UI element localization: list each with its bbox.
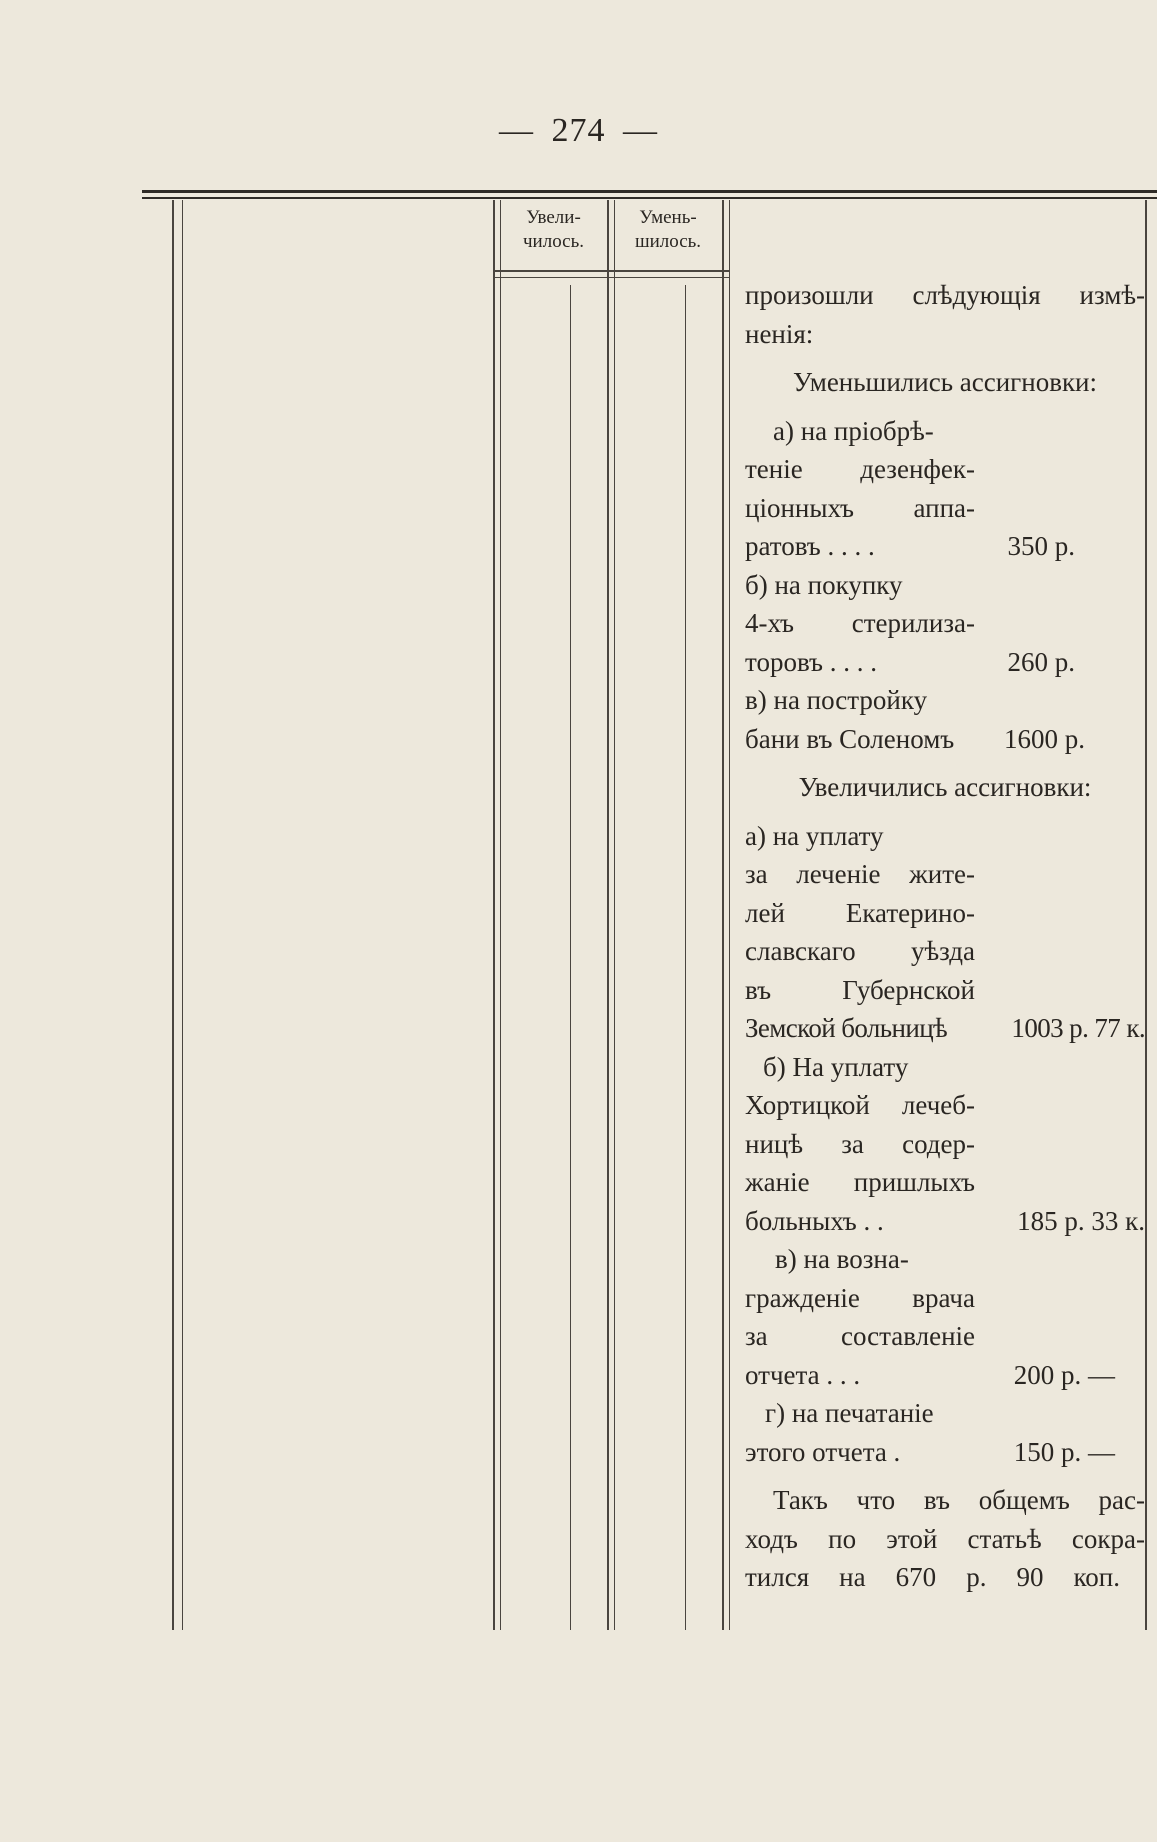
inc-b-line-4: жаніе пришлыхъ: [745, 1167, 975, 1197]
intro-line-1: произошли слѣдующія измѣ-: [745, 280, 1145, 310]
dec-a-row: ратовъ . . . . 350 р.: [745, 531, 1075, 561]
inc-d-line-1: г) на печатаніе: [765, 1398, 934, 1428]
inc-a-row: Земской больницѣ 1003 р. 77 к.: [745, 1013, 1145, 1043]
conclusion-line-3: тился на 670 р. 90 коп.: [745, 1562, 1120, 1592]
inc-d-row: этого отчета . 150 р. —: [745, 1436, 1115, 1467]
header-underline: [493, 270, 729, 272]
col-between: [607, 200, 609, 1630]
inc-c-line-2: гражденіе врача: [745, 1282, 975, 1313]
decreased-col-divider: [685, 285, 686, 1630]
inc-b-line-2: Хортицкой лечеб-: [745, 1090, 975, 1120]
inc-b-row: больныхъ . . 185 р. 33 к.: [745, 1205, 1145, 1236]
main-text-column: [745, 276, 1145, 1597]
inc-c-row: отчета . . . 200 р. —: [745, 1359, 1115, 1390]
inc-c-line-1: в) на возна-: [775, 1244, 909, 1274]
dec-b-line-1: б) на покупку: [745, 569, 903, 600]
frame-left-line-2: [182, 200, 183, 1630]
dec-a-line-1: а) на пріобрѣ-: [773, 415, 934, 446]
conclusion-line-2: ходъ по этой статьѣ сокра-: [745, 1523, 1145, 1554]
increased-heading: Увеличились ассигновки:: [798, 772, 1092, 802]
increased-column-header: Увели- чилось.: [522, 207, 585, 252]
dec-b-line-2: 4-хъ стерилиза-: [745, 608, 975, 638]
increased-col-left-2: [500, 200, 501, 1630]
dec-a-line-3: ціонныхъ аппа-: [745, 492, 975, 523]
top-rule: [142, 190, 1157, 193]
dec-c-line-1: в) на постройку: [745, 685, 928, 715]
header-underline-2: [493, 277, 729, 278]
inc-a-line-2: за леченіе жите-: [745, 859, 975, 889]
increased-col-divider: [570, 285, 571, 1630]
inc-b-line-1: б) На уплату: [763, 1051, 909, 1082]
inc-a-line-5: въ Губернской: [745, 974, 975, 1005]
inc-a-line-3: лей Екатерино-: [745, 897, 975, 928]
inc-c-line-3: за составленіе: [745, 1321, 975, 1351]
page-number: — 274 —: [499, 112, 658, 149]
increased-col-left: [493, 200, 495, 1630]
frame-right-line: [1145, 200, 1147, 1630]
decreased-heading: Уменьшились ассигновки:: [792, 367, 1098, 397]
dec-c-row: бани въ Соленомъ 1600 р.: [745, 723, 1085, 754]
intro-line-2: ненія:: [745, 318, 814, 349]
inc-b-line-3: ницѣ за содер-: [745, 1128, 975, 1159]
decreased-col-right-2: [729, 200, 730, 1630]
decreased-column-header: Умень- шилось.: [634, 207, 702, 252]
frame-left-line: [172, 200, 174, 1630]
conclusion-line-1: Такъ что въ общемъ рас-: [773, 1485, 1145, 1515]
col-between-2: [614, 200, 615, 1630]
decreased-col-right: [722, 200, 724, 1630]
dec-b-row: торовъ . . . . 260 р.: [745, 646, 1075, 677]
inc-a-line-1: а) на уплату: [745, 820, 884, 851]
dec-a-line-2: теніе дезенфек-: [745, 454, 975, 484]
inc-a-line-4: славскаго уѣзда: [745, 936, 975, 966]
top-rule-second: [142, 197, 1157, 199]
